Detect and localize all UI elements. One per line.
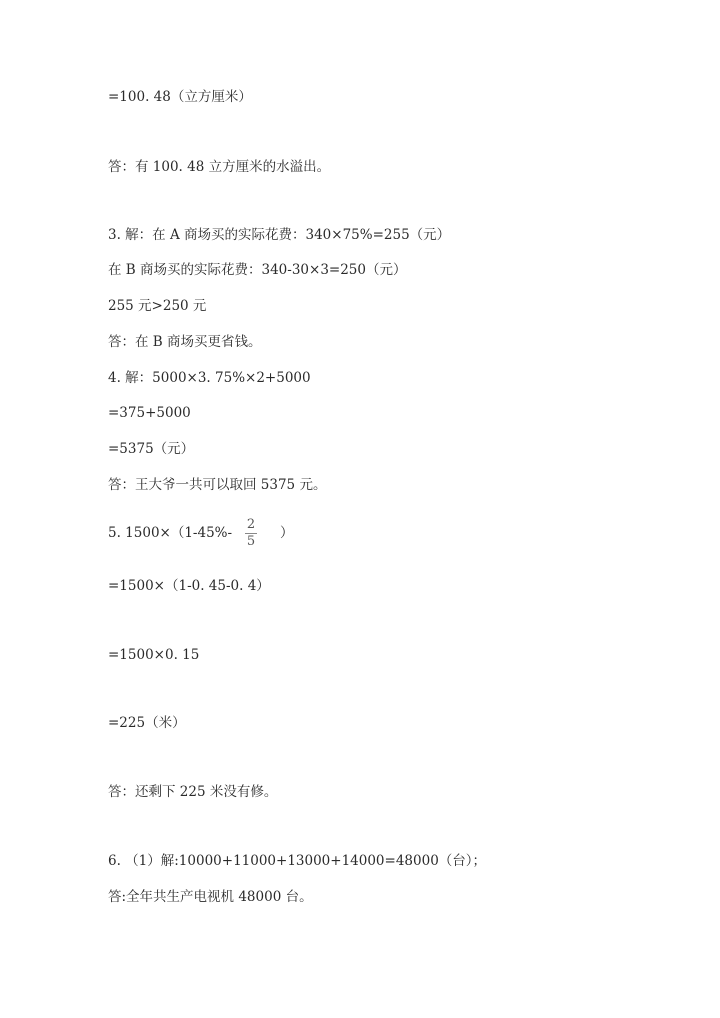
fraction <box>245 518 257 549</box>
answer-line-3: 3. 解：在 A 商场买的实际花费：340×75%=255（元） <box>108 227 451 243</box>
answer-line-6: 答：在 B 商场买更省钱。 <box>108 334 262 350</box>
answer-line-1: =100. 48（立方厘米） <box>108 89 252 105</box>
answer-line-11-start: 5. 1500×（1-45%- <box>108 525 233 541</box>
answer-line-8: =375+5000 <box>108 405 191 421</box>
answer-line-17: 答:全年共生产电视机 48000 台。 <box>108 889 313 905</box>
answer-line-13: =1500×0. 15 <box>108 647 200 663</box>
answer-line-5: 255 元>250 元 <box>108 298 207 314</box>
answer-line-15: 答：还剩下 225 米没有修。 <box>108 784 278 800</box>
answer-line-10: 答：王大爷一共可以取回 5375 元。 <box>108 477 327 493</box>
answer-line-11-end: ） <box>280 525 294 541</box>
fraction-denominator: 5 <box>246 534 256 549</box>
answer-line-14: =225（米） <box>108 715 186 731</box>
answer-line-16: 6. （1）解:10000+11000+13000+14000=48000（台）； <box>108 853 487 869</box>
answer-line-7: 4. 解：5000×3. 75%×2+5000 <box>108 370 311 386</box>
fraction-numerator: 2 <box>246 517 256 532</box>
answer-line-2: 答：有 100. 48 立方厘米的水溢出。 <box>108 159 331 175</box>
answer-line-9: =5375（元） <box>108 441 195 457</box>
answer-line-12: =1500×（1-0. 45-0. 4） <box>108 578 270 594</box>
answer-line-4: 在 B 商场买的实际花费：340-30×3=250（元） <box>108 262 407 278</box>
